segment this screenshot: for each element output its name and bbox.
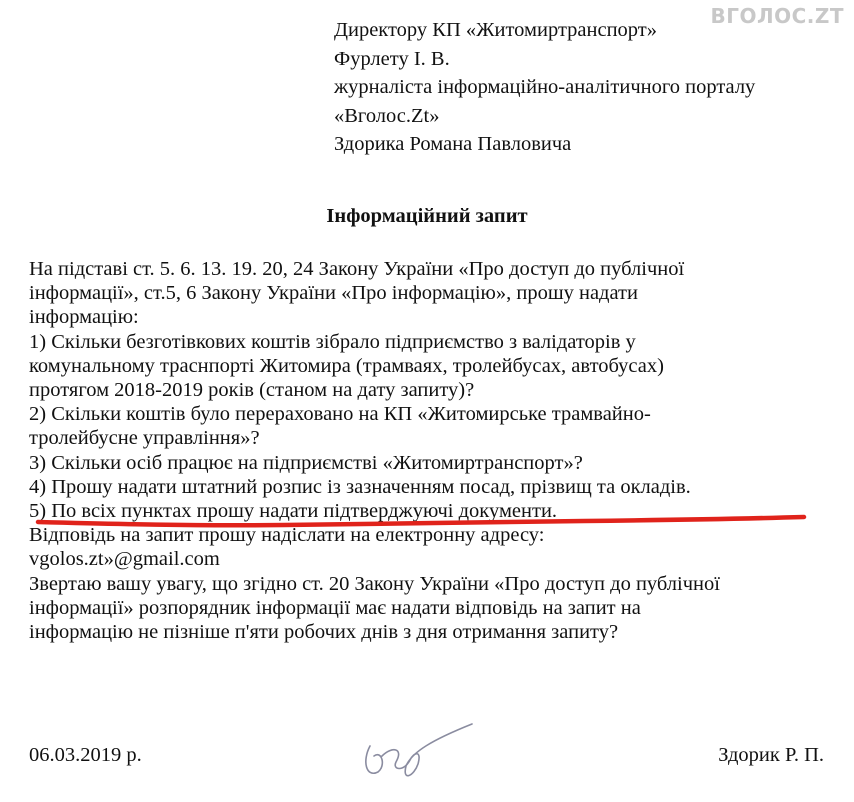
question-2-line: 2) Скільки коштів було перераховано на КП «Житомирське трамвайно- — [29, 403, 651, 426]
question-1-line: протягом 2018-2019 років (станом на дату запиту)? — [29, 379, 475, 402]
recipient-name: Фурлету І. В. — [334, 47, 450, 70]
request-body — [29, 257, 831, 644]
note-line: інформації» розпорядник інформації має надати відповідь на запит на — [29, 596, 641, 619]
document-title: Інформаційний запит — [326, 205, 528, 227]
watermark: ВГОЛОС.ZT — [710, 4, 844, 28]
document-date: 06.03.2019 р. — [29, 744, 142, 766]
question-5: 5) По всіх пунктах прошу надати підтверджуючі документи. — [29, 500, 558, 523]
intro-line: інформації», ст.5, 6 Закону України «Про інформацію», прошу надати — [29, 282, 638, 305]
response-email: vgolos.zt»@gmail.com — [29, 548, 220, 571]
recipient-block — [334, 16, 755, 159]
signatory-name: Здорик Р. П. — [718, 744, 824, 766]
question-4: 4) Прошу надати штатний розпис із зазначенням посад, прізвищ та окладів. — [29, 475, 691, 498]
question-1-line: комунальному траснпорті Житомира (трамваях, тролейбусах, автобусах) — [29, 354, 664, 377]
recipient-line: Директору КП «Житомиртранспорт» — [334, 19, 657, 41]
question-3: 3) Скільки осіб працює на підприємстві «Житомиртранспорт»? — [29, 451, 583, 474]
sender-name: Здорика Романа Павловича — [334, 133, 572, 155]
intro-line: інформацію: — [29, 306, 139, 329]
signature — [352, 716, 482, 786]
red-underline-mark — [34, 504, 814, 534]
note-line: інформацію не пізніше п'яти робочих днів з дня отримання запиту? — [29, 621, 619, 644]
response-line: Відповідь на запит прошу надіслати на електронну адресу: — [29, 524, 545, 547]
intro-line: На підставі ст. 5. 6. 13. 19. 20, 24 Закону України «Про доступ до публічної — [29, 258, 685, 280]
question-1-line: 1) Скільки безготівкових коштів зібрало підприємство з валідаторів у — [29, 330, 636, 353]
note-line: Звертаю вашу увагу, що згідно ст. 20 Закону України «Про доступ до публічної — [29, 572, 720, 595]
question-2-line: тролейбусне управління»? — [29, 427, 260, 450]
portal-name: «Вголос.Zt» — [334, 104, 440, 127]
sender-line: журналіста інформаційно-аналітичного порталу — [334, 76, 756, 98]
